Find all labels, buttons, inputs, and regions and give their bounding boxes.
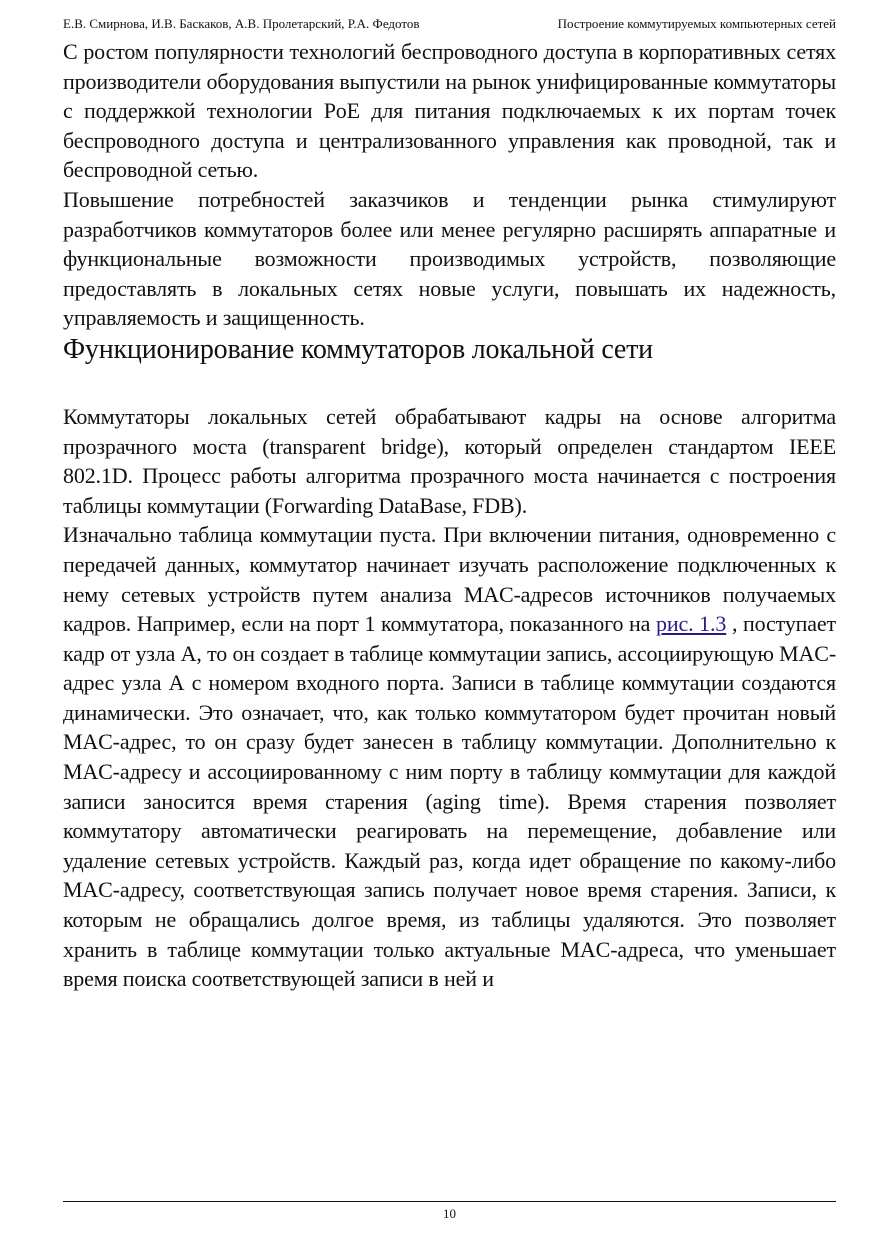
paragraph-text-before-link: Изначально таблица коммутации пуста. При включении питания, одновременно с передачей данных, коммутатор начинает изучать расположение подключенных к нему сетевых устройств путем анализа MAC-адресов источников получаемых кадров. Например, если на порт 1 коммутатора, показанного на xyxy=(63,522,836,637)
header-authors: Е.В. Смирнова, И.В. Баскаков, А.В. Пролетарский, Р.А. Федотов xyxy=(63,16,420,31)
page-footer xyxy=(63,1201,836,1225)
page-content xyxy=(63,37,836,994)
section-heading: Функционирование коммутаторов локальной сети xyxy=(63,333,653,365)
page-number: 10 xyxy=(443,1206,456,1221)
paragraph-wireless-switches: С ростом популярности технологий беспроводного доступа в корпоративных сетях производители оборудования выпустили на рынок унифицированные коммутаторы с поддержкой технологии PoE для питания подключаемых к их портам точек беспроводного доступа и централизованного управления как проводной, так и беспроводной сетью. xyxy=(63,39,836,183)
figure-reference-link[interactable]: рис. 1.3 xyxy=(656,611,727,637)
header-book-title: Построение коммутируемых компьютерных сетей xyxy=(557,16,836,31)
document-page xyxy=(63,0,836,1241)
paragraph-text-after-link: , поступает кадр от узла А, то он создает в таблице коммутации запись, ассоциирующую MAC-адрес узла А с номером входного порта. Записи в таблице коммутации создаются динамически. Это означает, что, как только коммутатором будет прочитан новый MAC-адрес, то он сразу будет занесен в таблицу коммутации. Дополнительно к MAC-адресу и ассоциированному с ним порту в таблицу коммутации для каждой записи заносится время старения (aging time). Время старения позволяет коммутатору автоматически реагировать на перемещение, добавление или удаление сетевых устройств. Каждый раз, когда идет обращение по какому-либо MAC-адресу, соответствующая запись получает новое время старения. Записи, к которым не обращались долгое время, из таблицы удаляются. Это позволяет хранить в таблице коммутации только актуальные MAC-адреса, что уменьшает время поиска соответствующей записи в ней и xyxy=(63,611,837,992)
running-header xyxy=(63,15,836,33)
paragraph-forwarding-table xyxy=(63,520,836,994)
paragraph-transparent-bridge: Коммутаторы локальных сетей обрабатывают кадры на основе алгоритма прозрачного моста (transparent bridge), который определен стандартом IEEE 802.1D. Процесс работы алгоритма прозрачного моста начинается с построения таблицы коммутации (Forwarding DataBase, FDB). xyxy=(63,403,836,518)
paragraph-market-trends: Повышение потребностей заказчиков и тенденции рынка стимулируют разработчиков коммутаторов более или менее регулярно расширять аппаратные и функциональные возможности производимых устройств, позволяющие предоставлять в локальных сетях новые услуги, повышать их надежность, управляемость и защищенность. xyxy=(63,186,836,331)
